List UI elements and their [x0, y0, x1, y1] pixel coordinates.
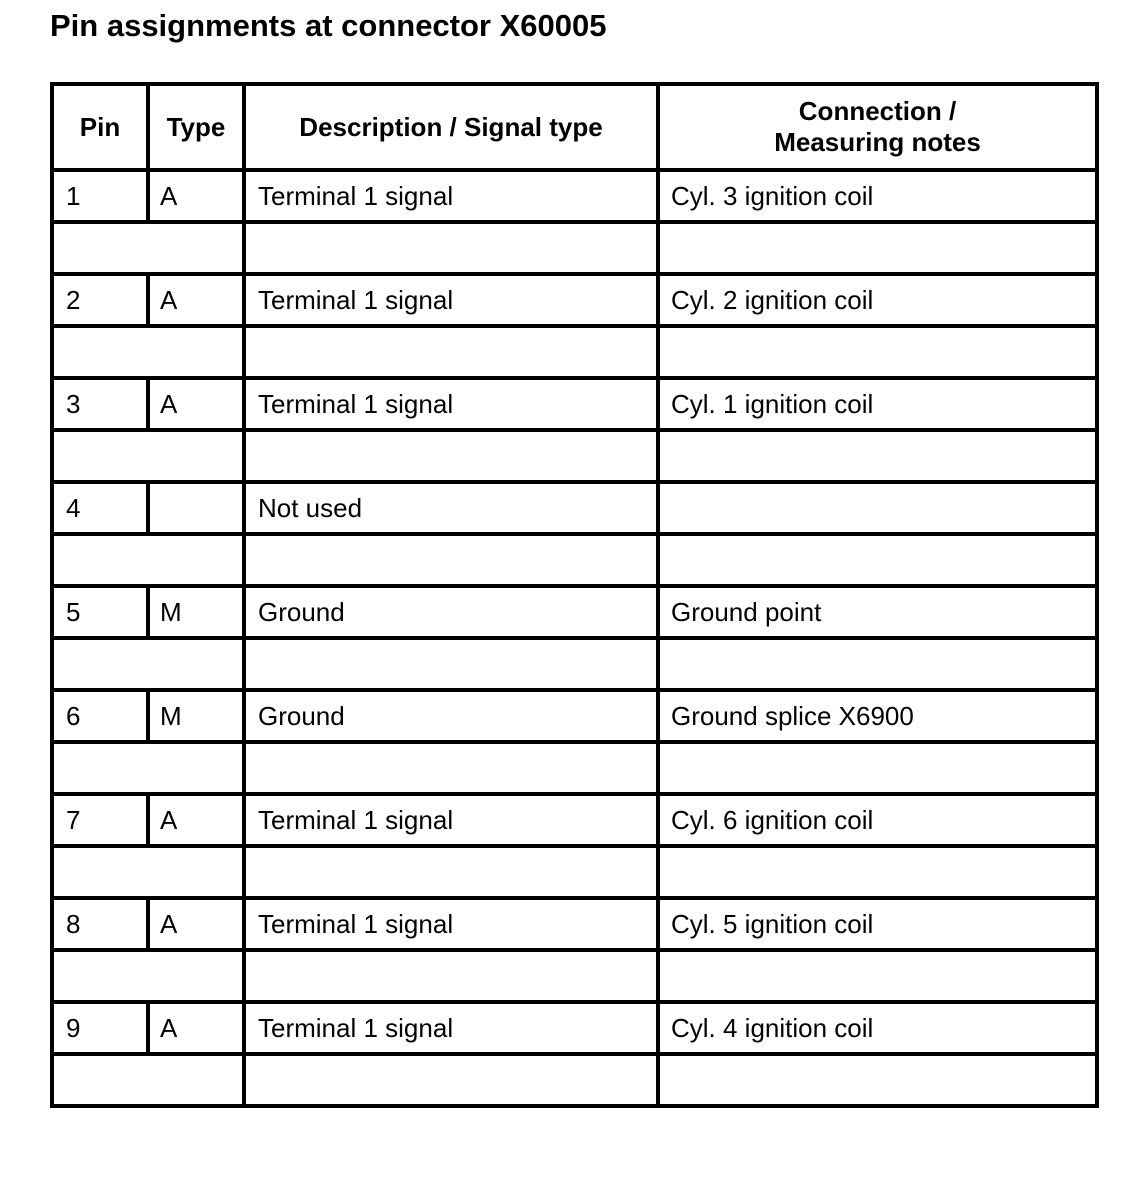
- pin-cell: 6: [52, 690, 148, 742]
- table-row: [52, 794, 1097, 846]
- table-spacer-row: [52, 222, 1097, 274]
- description-cell: Ground: [244, 690, 658, 742]
- connection-cell: [658, 482, 1097, 534]
- table-spacer-row: [52, 534, 1097, 586]
- spacer-cell: [658, 222, 1097, 274]
- type-cell: M: [148, 586, 244, 638]
- spacer-cell: [658, 638, 1097, 690]
- spacer-cell: [658, 430, 1097, 482]
- connection-cell: Cyl. 1 ignition coil: [658, 378, 1097, 430]
- spacer-cell: [244, 638, 658, 690]
- spacer-cell: [52, 326, 244, 378]
- table-spacer-row: [52, 638, 1097, 690]
- connection-cell: Cyl. 3 ignition coil: [658, 170, 1097, 222]
- header-connection: [658, 84, 1097, 170]
- spacer-cell: [658, 326, 1097, 378]
- pin-cell: 2: [52, 274, 148, 326]
- spacer-cell: [52, 846, 244, 898]
- pin-cell: 1: [52, 170, 148, 222]
- header-connection-line2: Measuring notes: [774, 127, 981, 157]
- spacer-cell: [244, 222, 658, 274]
- spacer-cell: [52, 430, 244, 482]
- spacer-cell: [658, 950, 1097, 1002]
- type-cell: A: [148, 170, 244, 222]
- table-spacer-row: [52, 326, 1097, 378]
- description-cell: Terminal 1 signal: [244, 1002, 658, 1054]
- type-cell: A: [148, 1002, 244, 1054]
- description-cell: Terminal 1 signal: [244, 898, 658, 950]
- spacer-cell: [52, 1054, 244, 1106]
- header-description: Description / Signal type: [244, 84, 658, 170]
- table-body: [52, 170, 1097, 1106]
- spacer-cell: [658, 1054, 1097, 1106]
- connection-cell: Ground point: [658, 586, 1097, 638]
- type-cell: A: [148, 794, 244, 846]
- table-row: [52, 378, 1097, 430]
- spacer-cell: [244, 534, 658, 586]
- spacer-cell: [52, 950, 244, 1002]
- spacer-cell: [244, 430, 658, 482]
- spacer-cell: [658, 846, 1097, 898]
- type-cell: A: [148, 274, 244, 326]
- spacer-cell: [244, 742, 658, 794]
- type-cell: M: [148, 690, 244, 742]
- header-pin: Pin: [52, 84, 148, 170]
- table-row: [52, 898, 1097, 950]
- spacer-cell: [52, 638, 244, 690]
- table-row: [52, 690, 1097, 742]
- pin-cell: 3: [52, 378, 148, 430]
- table-row: [52, 170, 1097, 222]
- description-cell: Ground: [244, 586, 658, 638]
- table-row: [52, 1002, 1097, 1054]
- type-cell: A: [148, 378, 244, 430]
- spacer-cell: [244, 326, 658, 378]
- spacer-cell: [244, 1054, 658, 1106]
- type-cell: [148, 482, 244, 534]
- table-header-row: [52, 84, 1097, 170]
- connection-cell: Cyl. 2 ignition coil: [658, 274, 1097, 326]
- header-connection-line1: Connection /: [798, 96, 957, 126]
- table-row: [52, 586, 1097, 638]
- description-cell: Terminal 1 signal: [244, 378, 658, 430]
- spacer-cell: [52, 742, 244, 794]
- description-cell: Terminal 1 signal: [244, 274, 658, 326]
- description-cell: Not used: [244, 482, 658, 534]
- spacer-cell: [658, 534, 1097, 586]
- table-spacer-row: [52, 1054, 1097, 1106]
- spacer-cell: [244, 950, 658, 1002]
- pin-cell: 9: [52, 1002, 148, 1054]
- page-title: Pin assignments at connector X60005: [50, 8, 607, 43]
- connection-cell: Cyl. 6 ignition coil: [658, 794, 1097, 846]
- spacer-cell: [52, 534, 244, 586]
- table-spacer-row: [52, 846, 1097, 898]
- pin-cell: 8: [52, 898, 148, 950]
- spacer-cell: [658, 742, 1097, 794]
- table-spacer-row: [52, 950, 1097, 1002]
- spacer-cell: [52, 222, 244, 274]
- description-cell: Terminal 1 signal: [244, 170, 658, 222]
- connection-cell: Cyl. 5 ignition coil: [658, 898, 1097, 950]
- connection-cell: Cyl. 4 ignition coil: [658, 1002, 1097, 1054]
- spacer-cell: [244, 846, 658, 898]
- table-spacer-row: [52, 430, 1097, 482]
- table-row: [52, 482, 1097, 534]
- pin-assignment-table: [50, 82, 1099, 1108]
- type-cell: A: [148, 898, 244, 950]
- connection-cell: Ground splice X6900: [658, 690, 1097, 742]
- pin-cell: 5: [52, 586, 148, 638]
- pin-cell: 7: [52, 794, 148, 846]
- description-cell: Terminal 1 signal: [244, 794, 658, 846]
- header-type: Type: [148, 84, 244, 170]
- table-spacer-row: [52, 742, 1097, 794]
- pin-cell: 4: [52, 482, 148, 534]
- table-row: [52, 274, 1097, 326]
